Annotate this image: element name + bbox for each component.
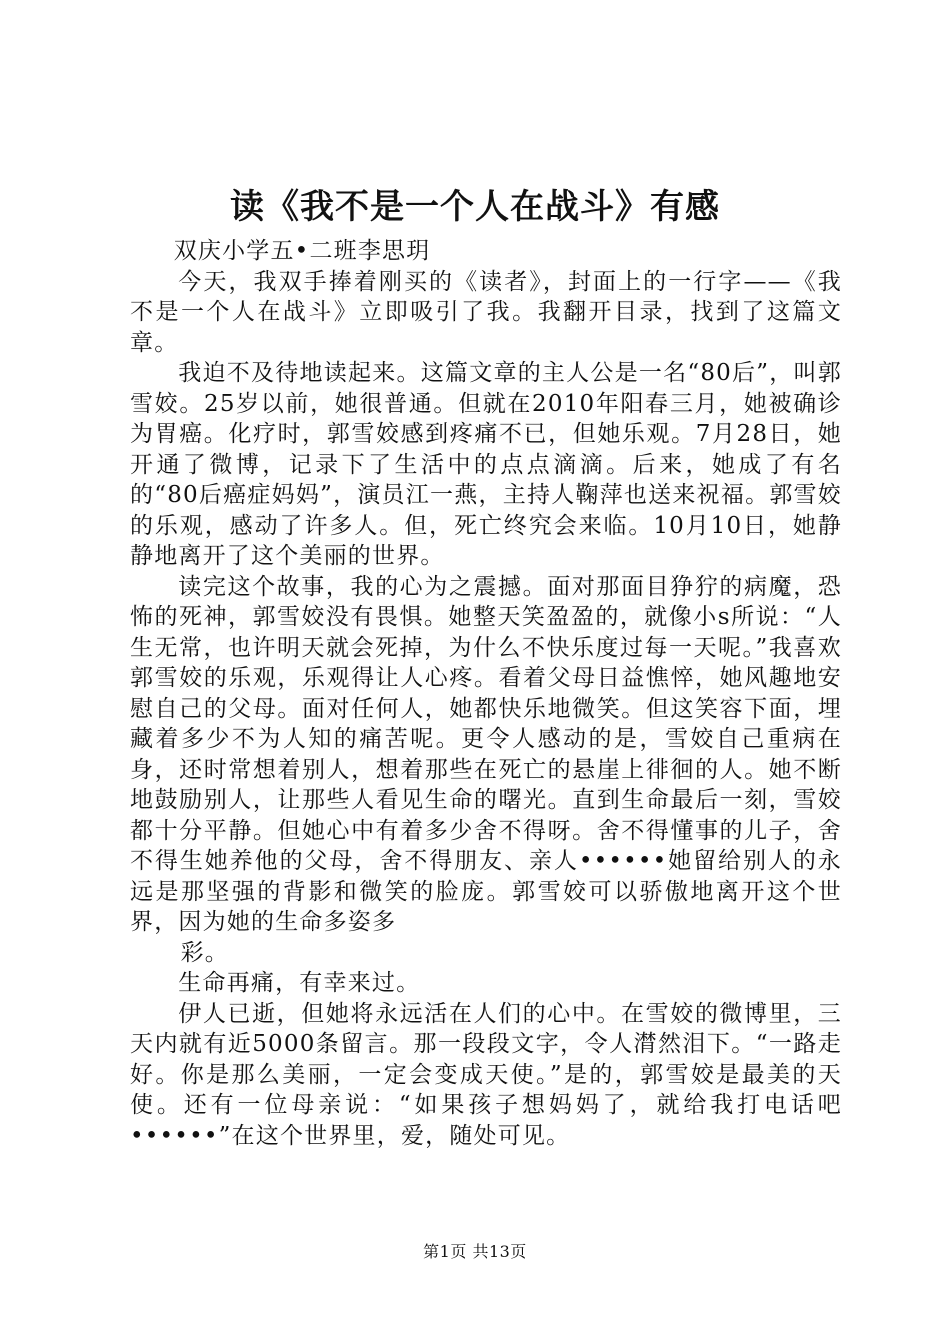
document-body <box>130 236 842 1151</box>
author-line: 双庆小学五•二班李思玥 <box>173 238 431 264</box>
paragraph-intro: 今天，我双手捧着刚买的《读者》，封面上的一行字——《我不是一个人在战斗》立即吸引了我。我翻开目录，找到了这篇文章。 <box>130 268 842 356</box>
paragraph-continuation: 彩。 <box>180 939 229 966</box>
paragraph-reflection: 读完这个故事，我的心为之震撼。面对那面目狰狞的病魔，恐怖的死神，郭雪姣没有畏惧。她整天笑盈盈的，就像小s所说：“人生无常，也许明天就会死掉，为什么不快乐度过每一天呢。”我喜欢郭雪姣的乐观，乐观得让人心疼。看着父母日益憔悴，她风趣地安慰自己的父母。面对任何人，她都快乐地微笑。但这笑容下面，埋藏着多少不为人知的痛苦呢。更令人感动的是，雪姣自己重病在身，还时常想着别人，想着那些在死亡的悬崖上徘徊的人。她不断地鼓励别人，让那些人看见生命的曙光。直到生命最后一刻，雪姣都十分平静。但她心中有着多少舍不得呀。舍不得懂事的儿子，舍不得生她养他的父母，舍不得朋友、亲人••••••她留给别人的永远是那坚强的背影和微笑的脸庞。郭雪姣可以骄傲地离开这个世界，因为她的生命多姿多 <box>130 573 842 935</box>
paragraph-conclusion: 伊人已逝，但她将永远活在人们的心中。在雪姣的微博里，三天内就有近5000条留言。那一段段文字，令人潸然泪下。“一路走好。你是那么美丽，一定会变成天使。”是的，郭雪姣是最美的天使。还有一位母亲说：“如果孩子想妈妈了，就给我打电话吧••••••”在这个世界里，爱，随处可见。 <box>130 1000 842 1149</box>
paragraph-short: 生命再痛，有幸来过。 <box>178 970 421 996</box>
paragraph-story: 我迫不及待地读起来。这篇文章的主人公是一名“80后”，叫郭雪姣。25岁以前，她很普通。但就在2010年阳春三月，她被确诊为胃癌。化疗时，郭雪姣感到疼痛不已，但她乐观。7月28日，她开通了微博，记录下了生活中的点点滴滴。后来，她成了有名的“80后癌症妈妈”，演员江一燕，主持人鞠萍也送来祝福。郭雪姣的乐观，感动了许多人。但，死亡终究会来临。10月10日，她静静地离开了这个美丽的世界。 <box>130 360 842 569</box>
page-footer: 第1页 共13页 <box>423 1242 527 1261</box>
document-title: 读《我不是一个人在战斗》有感 <box>230 187 720 227</box>
